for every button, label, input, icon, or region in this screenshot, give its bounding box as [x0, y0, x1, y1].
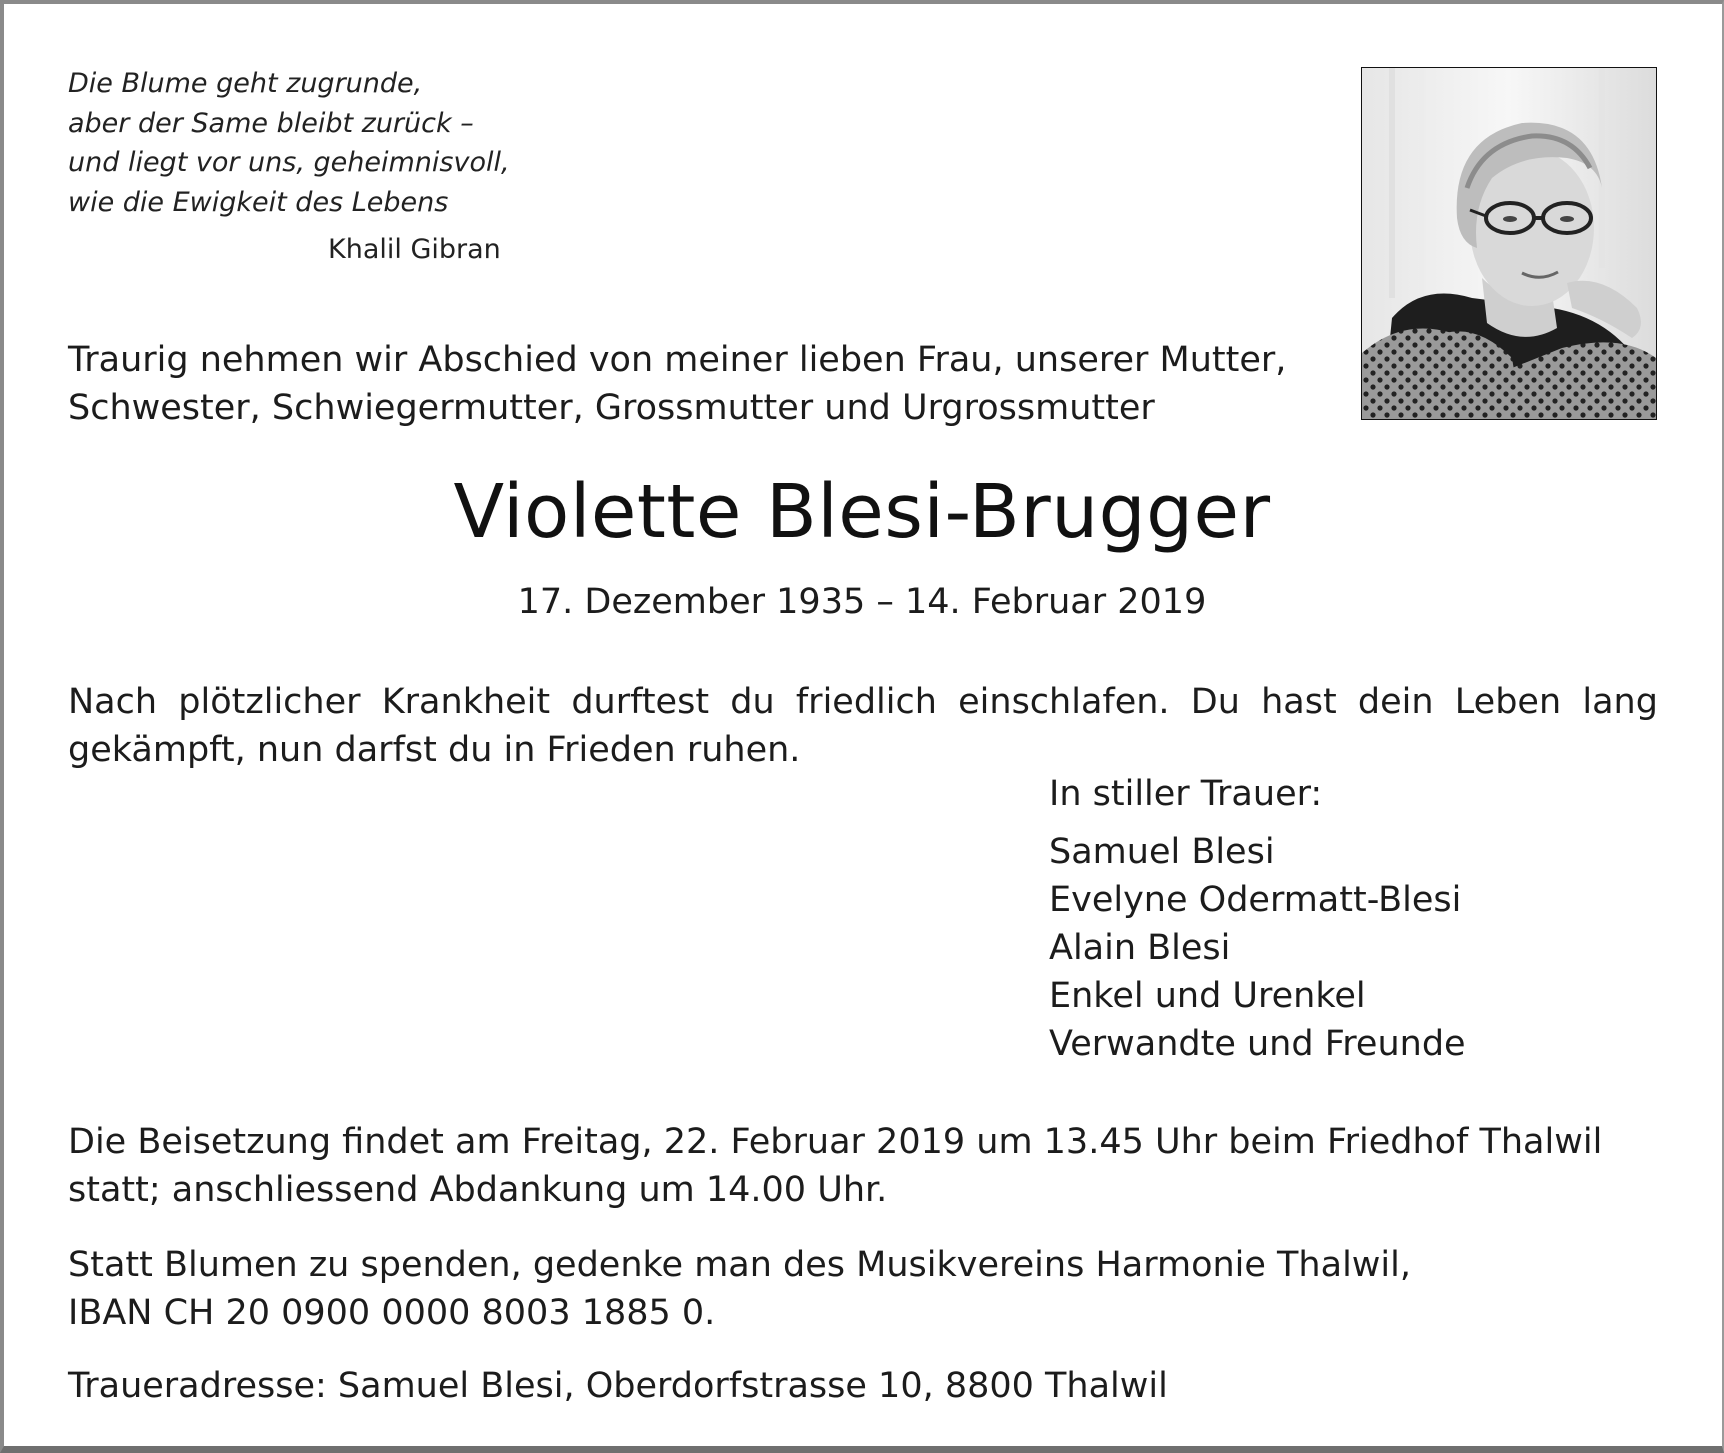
- portrait-photo: [1361, 67, 1657, 420]
- mourner-name: Alain Blesi: [1049, 928, 1231, 968]
- message-word: Nach: [68, 682, 158, 722]
- deceased-name: Violette Blesi-Brugger: [453, 469, 1271, 555]
- message-text: [68, 678, 1658, 774]
- intro-text: [68, 336, 1286, 432]
- donation-iban: IBAN CH 20 0900 0000 8003 1885 0.: [68, 1293, 716, 1333]
- mourning-address: Traueradresse: Samuel Blesi, Oberdorfstrasse 10, 8800 Thalwil: [68, 1366, 1168, 1406]
- poem: [68, 64, 510, 222]
- intro-line: Schwester, Schwiegermutter, Grossmutter und Urgrossmutter: [68, 388, 1155, 428]
- poem-line: wie die Ewigkeit des Lebens: [68, 186, 449, 218]
- message-word: friedlich: [795, 682, 937, 722]
- donation-text: [68, 1241, 1658, 1337]
- mourners-list: [1049, 770, 1466, 1068]
- mourner-name: Verwandte und Freunde: [1049, 1024, 1466, 1064]
- message-word: dein: [1357, 682, 1434, 722]
- funeral-text: [68, 1118, 1658, 1214]
- portrait-illustration: [1362, 68, 1656, 419]
- message-word: plötzlicher: [178, 682, 361, 722]
- poem-line: aber der Same bleibt zurück –: [68, 107, 474, 139]
- life-dates: 17. Dezember 1935 – 14. Februar 2019: [517, 582, 1207, 622]
- mourner-name: Samuel Blesi: [1049, 832, 1275, 872]
- mourner-name: Enkel und Urenkel: [1049, 976, 1366, 1016]
- message-word: durftest: [571, 682, 710, 722]
- message-word: lang: [1582, 682, 1658, 722]
- message-word: Leben: [1454, 682, 1562, 722]
- message-word: einschlafen.: [958, 682, 1170, 722]
- donation-line: Statt Blumen zu spenden, gedenke man des Musikvereins Harmonie Thalwil,: [68, 1245, 1411, 1285]
- message-line-justified: [68, 678, 1658, 726]
- poem-author: Khalil Gibran: [328, 234, 501, 265]
- message-word: Krankheit: [381, 682, 551, 722]
- funeral-line: Die Beisetzung findet am Freitag, 22. Februar 2019 um 13.45 Uhr beim Friedhof Thalwil: [68, 1122, 1603, 1162]
- message-word: hast: [1261, 682, 1337, 722]
- mourner-name: Evelyne Odermatt-Blesi: [1049, 880, 1462, 920]
- poem-line: und liegt vor uns, geheimnisvoll,: [68, 147, 510, 178]
- mourners-heading: In stiller Trauer:: [1049, 774, 1323, 814]
- message-word: Du: [1190, 682, 1240, 722]
- message-word: du: [730, 682, 775, 722]
- intro-line: Traurig nehmen wir Abschied von meiner lieben Frau, unserer Mutter,: [68, 340, 1287, 380]
- message-line: gekämpft, nun darfst du in Frieden ruhen.: [68, 730, 801, 770]
- address-text: [68, 1362, 1658, 1410]
- poem-line: Die Blume geht zugrunde,: [68, 68, 423, 99]
- funeral-line: statt; anschliessend Abdankung um 14.00 Uhr.: [68, 1170, 888, 1210]
